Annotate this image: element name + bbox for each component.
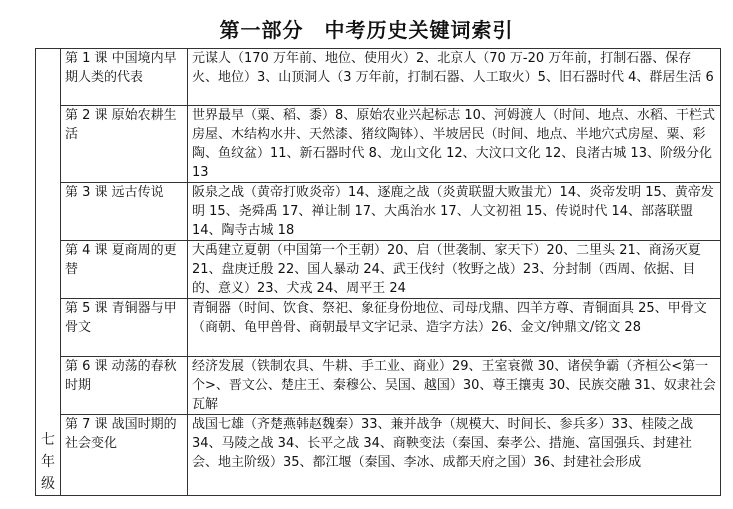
lesson-title: 第 6 课 动荡的春秋时期 [61,357,188,415]
keyword-index-table [35,48,721,496]
table-row [36,49,721,106]
lesson-keywords: 经济发展（铁制农具、牛耕、手工业、商业）29、王室衰微 30、诸侯争霸（齐桓公<第一个>、晋文公、楚庄王、秦穆公、吴国、越国）30、尊王攘夷 30、民族交融 31、奴隶社会瓦解 [188,357,721,415]
lesson-keywords: 青铜器（时间、饮食、祭祀、象征身份地位、司母戊鼎、四羊方尊、青铜面具 25、甲骨文（商朝、龟甲兽骨、商朝最早文字记录、造字方法）26、金文/钟鼎文/铭文 28 [188,299,721,357]
table-row [36,183,721,241]
lesson-title: 第 5 课 青铜器与甲骨文 [61,299,188,357]
grade-label-char: 七 [41,432,55,448]
table-row [36,299,721,357]
grade-label-char: 级 [41,476,55,492]
grade-label-char: 年 [41,454,55,470]
lesson-title: 第 2 课 原始农耕生活 [61,106,188,183]
table-row [36,415,721,496]
lesson-keywords: 大禹建立夏朝（中国第一个王朝）20、启（世袭制、家天下）20、二里头 21、商汤灭夏 21、盘庚迁殷 22、国人暴动 24、武王伐纣（牧野之战）23、分封制（西周、依据、目的、意义）23、犬戎 24、周平王 24 [188,241,721,299]
lesson-keywords: 世界最早（粟、稻、黍）8、原始农业兴起标志 10、河姆渡人（时间、地点、水稻、干栏式房屋、木结构水井、天然漆、猪纹陶钵）、半坡居民（时间、地点、半地穴式房屋、粟、彩陶、鱼纹盆）11、新石器时代 8、龙山文化 12、大汶口文化 12、良渚古城 13、阶级分化 13 [188,106,721,183]
table-row [36,106,721,183]
lesson-keywords: 战国七雄（齐楚燕韩赵魏秦）33、兼并战争（规模大、时间长、参兵多）33、桂陵之战 34、马陵之战 34、长平之战 34、商鞅变法（秦国、秦孝公、措施、富国强兵、封建社会、地主阶级）35、都江堰（秦国、李冰、成都天府之国）36、封建社会形成 [188,415,721,496]
page-title: 第一部分 中考历史关键词索引 [219,18,514,42]
lesson-title: 第 7 课 战国时期的社会变化 [61,415,188,496]
table-row [36,357,721,415]
lesson-keywords: 元谋人（170 万年前、地位、使用火）2、北京人（70 万-20 万年前，打制石器、保存火、地位）3、山顶洞人（3 万年前，打制石器、人工取火）5、旧石器时代 4、群居生活 6 [188,49,721,106]
lesson-title: 第 4 课 夏商周的更替 [61,241,188,299]
grade-cell [36,49,61,496]
table-row [36,241,721,299]
lesson-keywords: 阪泉之战（黄帝打败炎帝）14、逐鹿之战（炎黄联盟大败蚩尤）14、炎帝发明 15、黄帝发明 15、尧舜禹 17、禅让制 17、大禹治水 17、人文初祖 15、传说时代 14、部落联盟 14、陶寺古城 18 [188,183,721,241]
lesson-title: 第 1 课 中国境内早期人类的代表 [61,49,188,106]
lesson-title: 第 3 课 远古传说 [61,183,188,241]
